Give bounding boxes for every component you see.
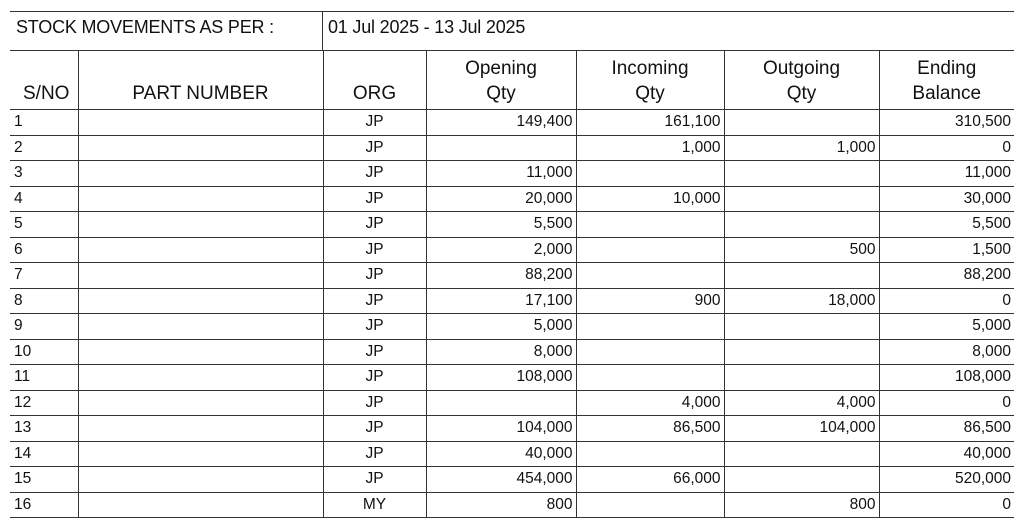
cell-ending-balance: 88,200 xyxy=(879,263,1014,289)
cell-org: JP xyxy=(323,288,426,314)
cell-outgoing-qty: 1,000 xyxy=(724,135,879,161)
cell-incoming-qty xyxy=(576,339,724,365)
table-row xyxy=(10,263,1014,289)
cell-ending-balance: 5,500 xyxy=(879,212,1014,238)
column-header-outgoing-qty: Outgoing Qty xyxy=(724,51,879,110)
cell-incoming-qty: 66,000 xyxy=(576,467,724,493)
cell-org: JP xyxy=(323,186,426,212)
cell-incoming-qty xyxy=(576,441,724,467)
cell-org: JP xyxy=(323,135,426,161)
cell-sno: 12 xyxy=(10,390,78,416)
cell-outgoing-qty xyxy=(724,161,879,187)
table-row xyxy=(10,110,1014,136)
cell-outgoing-qty: 4,000 xyxy=(724,390,879,416)
column-header-opening-qty: Opening Qty xyxy=(426,51,576,110)
cell-sno: 7 xyxy=(10,263,78,289)
column-header-sno: S/NO xyxy=(10,51,78,110)
cell-org: JP xyxy=(323,263,426,289)
cell-org: JP xyxy=(323,161,426,187)
cell-opening-qty: 11,000 xyxy=(426,161,576,187)
cell-sno: 15 xyxy=(10,467,78,493)
cell-part-number xyxy=(78,365,323,391)
cell-opening-qty: 454,000 xyxy=(426,467,576,493)
cell-opening-qty: 40,000 xyxy=(426,441,576,467)
table-row xyxy=(10,314,1014,340)
cell-part-number xyxy=(78,110,323,136)
table-row xyxy=(10,416,1014,442)
cell-outgoing-qty xyxy=(724,186,879,212)
cell-outgoing-qty xyxy=(724,314,879,340)
cell-sno: 2 xyxy=(10,135,78,161)
cell-sno: 5 xyxy=(10,212,78,238)
cell-incoming-qty: 4,000 xyxy=(576,390,724,416)
cell-ending-balance: 0 xyxy=(879,492,1014,518)
cell-opening-qty: 8,000 xyxy=(426,339,576,365)
cell-org: JP xyxy=(323,467,426,493)
cell-outgoing-qty: 800 xyxy=(724,492,879,518)
cell-ending-balance: 86,500 xyxy=(879,416,1014,442)
cell-incoming-qty: 10,000 xyxy=(576,186,724,212)
cell-part-number xyxy=(78,339,323,365)
cell-outgoing-qty xyxy=(724,339,879,365)
cell-incoming-qty xyxy=(576,492,724,518)
table-row xyxy=(10,492,1014,518)
cell-ending-balance: 520,000 xyxy=(879,467,1014,493)
cell-outgoing-qty xyxy=(724,365,879,391)
table-row xyxy=(10,467,1014,493)
cell-org: JP xyxy=(323,416,426,442)
cell-incoming-qty xyxy=(576,314,724,340)
cell-part-number xyxy=(78,237,323,263)
cell-ending-balance: 40,000 xyxy=(879,441,1014,467)
cell-org: MY xyxy=(323,492,426,518)
cell-part-number xyxy=(78,416,323,442)
table-row xyxy=(10,161,1014,187)
cell-part-number xyxy=(78,492,323,518)
table-row xyxy=(10,135,1014,161)
table-header-row xyxy=(10,51,1014,110)
cell-ending-balance: 8,000 xyxy=(879,339,1014,365)
cell-sno: 6 xyxy=(10,237,78,263)
cell-outgoing-qty: 18,000 xyxy=(724,288,879,314)
cell-opening-qty: 149,400 xyxy=(426,110,576,136)
cell-opening-qty: 17,100 xyxy=(426,288,576,314)
table-row xyxy=(10,288,1014,314)
cell-incoming-qty: 86,500 xyxy=(576,416,724,442)
stock-movements-report xyxy=(10,11,1014,518)
cell-sno: 13 xyxy=(10,416,78,442)
cell-opening-qty xyxy=(426,135,576,161)
cell-part-number xyxy=(78,212,323,238)
cell-outgoing-qty: 104,000 xyxy=(724,416,879,442)
cell-sno: 8 xyxy=(10,288,78,314)
cell-part-number xyxy=(78,135,323,161)
cell-part-number xyxy=(78,390,323,416)
cell-ending-balance: 1,500 xyxy=(879,237,1014,263)
cell-sno: 11 xyxy=(10,365,78,391)
cell-ending-balance: 0 xyxy=(879,390,1014,416)
column-header-org: ORG xyxy=(323,51,426,110)
column-header-incoming-qty: Incoming Qty xyxy=(576,51,724,110)
cell-ending-balance: 108,000 xyxy=(879,365,1014,391)
cell-incoming-qty xyxy=(576,161,724,187)
cell-org: JP xyxy=(323,314,426,340)
report-period: 01 Jul 2025 - 13 Jul 2025 xyxy=(328,17,526,37)
cell-opening-qty: 5,000 xyxy=(426,314,576,340)
cell-opening-qty: 5,500 xyxy=(426,212,576,238)
cell-incoming-qty: 900 xyxy=(576,288,724,314)
cell-sno: 9 xyxy=(10,314,78,340)
cell-outgoing-qty xyxy=(724,212,879,238)
cell-outgoing-qty xyxy=(724,110,879,136)
cell-opening-qty: 2,000 xyxy=(426,237,576,263)
cell-ending-balance: 5,000 xyxy=(879,314,1014,340)
report-title-row xyxy=(10,11,1014,51)
cell-outgoing-qty xyxy=(724,441,879,467)
cell-sno: 3 xyxy=(10,161,78,187)
cell-org: JP xyxy=(323,390,426,416)
report-title-label: STOCK MOVEMENTS AS PER : xyxy=(10,12,323,50)
stock-movements-table xyxy=(10,51,1014,518)
cell-opening-qty: 88,200 xyxy=(426,263,576,289)
cell-org: JP xyxy=(323,441,426,467)
cell-org: JP xyxy=(323,212,426,238)
table-row xyxy=(10,390,1014,416)
cell-org: JP xyxy=(323,339,426,365)
column-header-part-number: PART NUMBER xyxy=(78,51,323,110)
cell-outgoing-qty: 500 xyxy=(724,237,879,263)
cell-incoming-qty xyxy=(576,212,724,238)
cell-incoming-qty xyxy=(576,237,724,263)
cell-outgoing-qty xyxy=(724,263,879,289)
cell-org: JP xyxy=(323,365,426,391)
cell-sno: 1 xyxy=(10,110,78,136)
table-row xyxy=(10,212,1014,238)
cell-part-number xyxy=(78,186,323,212)
cell-opening-qty: 800 xyxy=(426,492,576,518)
cell-ending-balance: 0 xyxy=(879,288,1014,314)
table-row xyxy=(10,339,1014,365)
cell-part-number xyxy=(78,263,323,289)
cell-opening-qty: 108,000 xyxy=(426,365,576,391)
cell-part-number xyxy=(78,288,323,314)
cell-incoming-qty: 161,100 xyxy=(576,110,724,136)
cell-sno: 4 xyxy=(10,186,78,212)
cell-sno: 16 xyxy=(10,492,78,518)
cell-ending-balance: 30,000 xyxy=(879,186,1014,212)
cell-incoming-qty: 1,000 xyxy=(576,135,724,161)
table-row xyxy=(10,186,1014,212)
column-header-ending-balance: Ending Balance xyxy=(879,51,1014,110)
cell-ending-balance: 0 xyxy=(879,135,1014,161)
table-row xyxy=(10,441,1014,467)
table-row xyxy=(10,365,1014,391)
cell-incoming-qty xyxy=(576,263,724,289)
cell-part-number xyxy=(78,161,323,187)
cell-part-number xyxy=(78,467,323,493)
cell-part-number xyxy=(78,441,323,467)
cell-opening-qty: 20,000 xyxy=(426,186,576,212)
cell-incoming-qty xyxy=(576,365,724,391)
cell-org: JP xyxy=(323,237,426,263)
cell-sno: 10 xyxy=(10,339,78,365)
cell-sno: 14 xyxy=(10,441,78,467)
cell-part-number xyxy=(78,314,323,340)
cell-opening-qty: 104,000 xyxy=(426,416,576,442)
table-row xyxy=(10,237,1014,263)
cell-org: JP xyxy=(323,110,426,136)
cell-opening-qty xyxy=(426,390,576,416)
cell-ending-balance: 310,500 xyxy=(879,110,1014,136)
cell-outgoing-qty xyxy=(724,467,879,493)
cell-ending-balance: 11,000 xyxy=(879,161,1014,187)
